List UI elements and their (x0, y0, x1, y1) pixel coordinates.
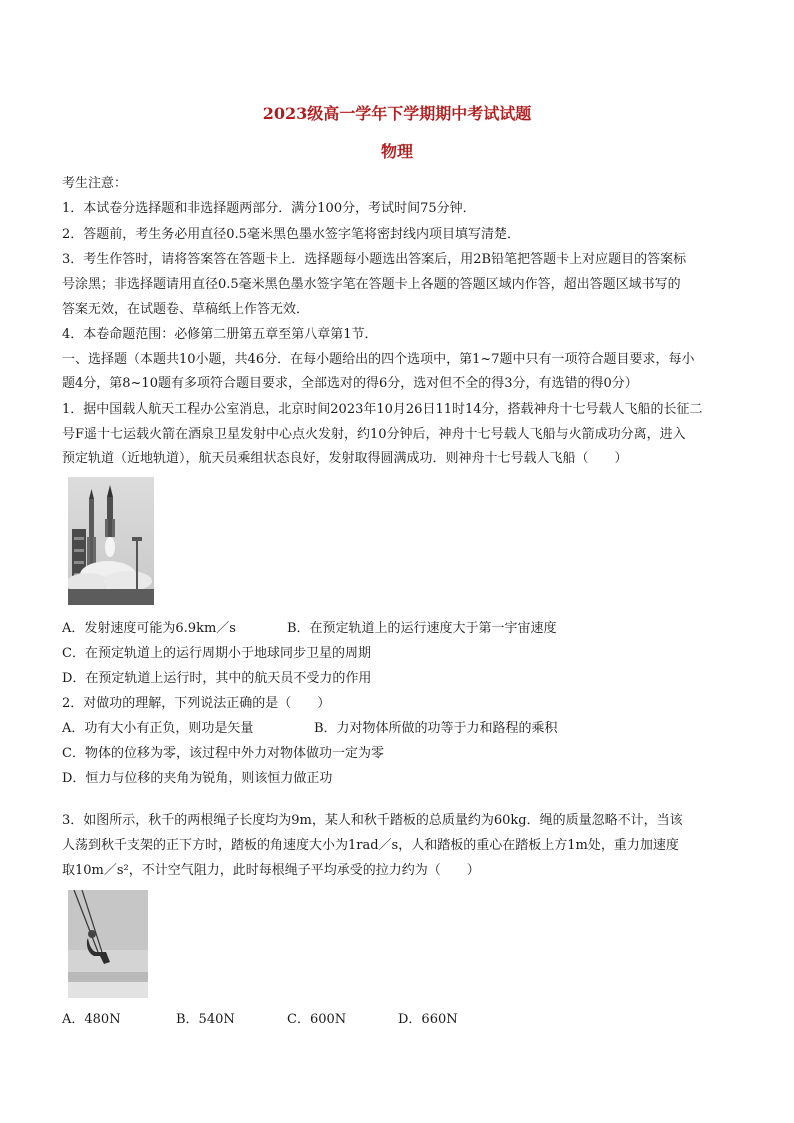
question-3-option-d: D．660N (398, 1012, 458, 1027)
notice-line: 3．考生作答时，请将答案答在答题卡上．选择题每小题选出答案后，用2B铅笔把答题卡上对应题目的答案标 (62, 252, 687, 267)
question-3-option-a: A．480N (62, 1012, 121, 1027)
question-3-stem-line: 取10m／s²，不计空气阻力，此时每根绳子平均承受的拉力约为（ ） (62, 863, 480, 878)
question-1-stem-line: 号F遥十七运载火箭在酒泉卫星发射中心点火发射，约10分钟后，神舟十七号载人飞船与火箭成功分离，进入 (62, 427, 686, 442)
notice-line: 号涂黑；非选择题请用直径0.5毫米黑色墨水签字笔在答题卡上各题的答题区域内作答，超出答题区域书写的 (62, 277, 681, 292)
question-3-option-c: C．600N (287, 1012, 347, 1027)
question-3-stem-line: 3．如图所示，秋千的两根绳子长度均为9m，某人和秋千踏板的总质量约为60kg．绳的质量忽略不计，当该 (62, 813, 683, 828)
notice-line: 2．答题前，考生务必用直径0.5毫米黑色墨水签字笔将密封线内项目填写清楚． (62, 227, 520, 242)
question-2-stem: 2．对做功的理解，下列说法正确的是（ ） (62, 696, 331, 711)
question-2-option-b: B．力对物体所做的功等于力和路程的乘积 (314, 721, 558, 736)
question-1-stem-line: 1．据中国载人航天工程办公室消息，北京时间2023年10月26日11时14分，搭载神舟十七号载人飞船的长征二 (62, 402, 703, 417)
question-1-stem-line: 预定轨道（近地轨道），航天员乘组状态良好，发射取得圆满成功．则神舟十七号载人飞船（ ） (62, 451, 628, 466)
question-2-option-a: A．功有大小有正负，则功是矢量 (62, 721, 254, 736)
rocket-launch-photo (68, 477, 154, 605)
notice-heading: 考生注意： (62, 176, 128, 191)
question-1-option-b: B．在预定轨道上的运行速度大于第一宇宙速度 (287, 621, 557, 636)
subject-title: 物理 (380, 142, 413, 161)
notice-line: 1．本试卷分选择题和非选择题两部分．满分100分，考试时间75分钟． (62, 201, 476, 216)
section-heading-line: 一、选择题（本题共10小题，共46分．在每小题给出的四个选项中，第1~7题中只有一项符合题目要求，每小 (62, 352, 695, 367)
question-3-stem-line: 人荡到秋千支架的正下方时，踏板的角速度大小为1rad／s，人和踏板的重心在踏板上方1m处，重力加速度 (62, 838, 679, 853)
question-1-option-d: D．在预定轨道上运行时，其中的航天员不受力的作用 (62, 671, 372, 686)
swing-photo (68, 890, 148, 998)
section-heading-line: 题4分，第8~10题有多项符合题目要求，全部选对的得6分，选对但不全的得3分，有选错的得0分） (62, 376, 638, 391)
question-2-option-d: D．恒力与位移的夹角为锐角，则该恒力做正功 (62, 771, 333, 786)
question-2-option-c: C．物体的位移为零，该过程中外力对物体做功一定为零 (62, 746, 384, 761)
notice-line: 答案无效，在试题卷、草稿纸上作答无效． (62, 302, 310, 317)
exam-title: 2023级高一学年下学期期中考试试题 (262, 104, 532, 123)
question-3-option-b: B．540N (176, 1012, 235, 1027)
notice-line: 4．本卷命题范围：必修第二册第五章至第八章第1节． (62, 327, 378, 342)
question-1-option-a: A．发射速度可能为6.9km／s (62, 621, 236, 636)
question-1-option-c: C．在预定轨道上的运行周期小于地球同步卫星的周期 (62, 646, 371, 661)
